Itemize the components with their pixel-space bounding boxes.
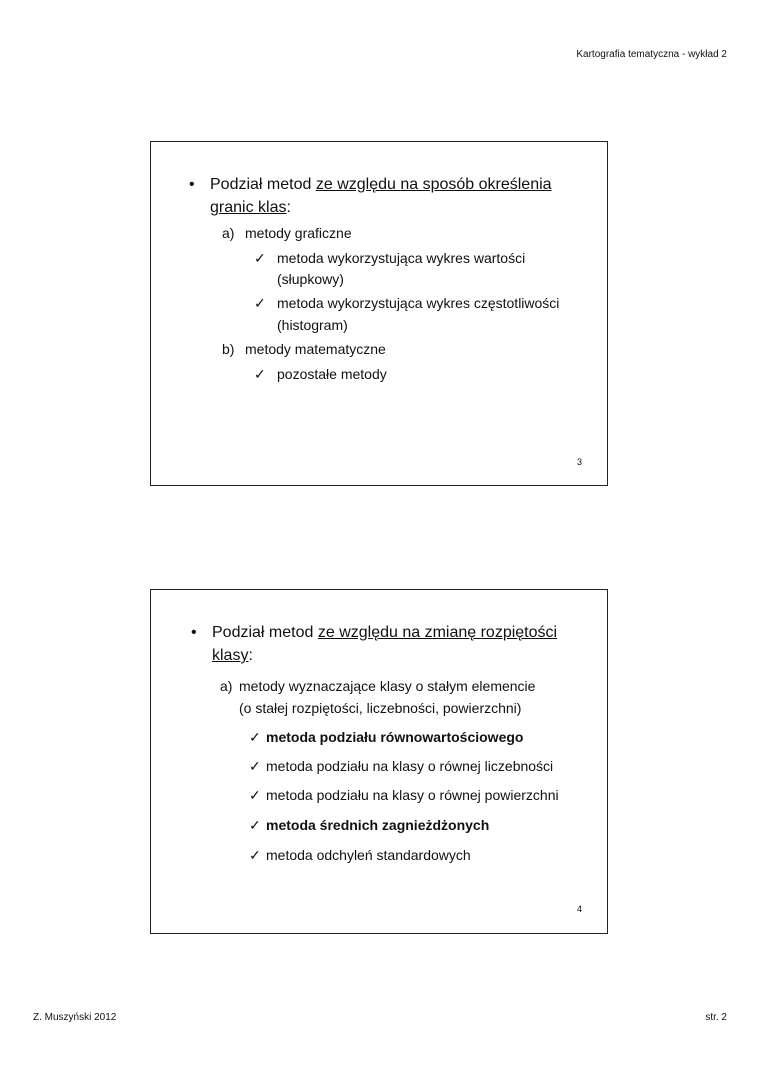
sub-item: metoda podziału na klasy o równej liczebności bbox=[266, 758, 554, 774]
list-marker-b: b) bbox=[222, 341, 235, 357]
title-underlined: ze względu na sposób określenia bbox=[315, 176, 552, 193]
slide-title-line-2 bbox=[210, 199, 291, 217]
slide-number: 3 bbox=[577, 457, 583, 467]
sub-item: metoda odchyleń standardowych bbox=[266, 847, 471, 863]
list-item-b: metody matematyczne bbox=[245, 341, 386, 357]
bullet: • bbox=[189, 176, 195, 193]
title-text: Podział metod bbox=[210, 176, 316, 193]
title-suffix: : bbox=[248, 647, 253, 664]
title-suffix: : bbox=[286, 199, 291, 216]
slide-title-line-2 bbox=[212, 647, 253, 665]
check-icon: ✓ bbox=[254, 250, 266, 266]
list-marker-a: a) bbox=[220, 678, 233, 694]
title-underlined: ze względu na zmianę rozpiętości bbox=[317, 624, 558, 641]
check-icon: ✓ bbox=[249, 758, 261, 774]
sub-item: metoda wykorzystująca wykres wartości bbox=[277, 250, 526, 266]
list-item-a-cont: (o stałej rozpiętości, liczebności, powierzchni) bbox=[239, 700, 522, 716]
slide-number: 4 bbox=[577, 904, 583, 914]
check-icon: ✓ bbox=[249, 847, 261, 863]
title-underlined: granic klas bbox=[210, 199, 287, 216]
sub-item: (histogram) bbox=[277, 317, 348, 333]
title-underlined: klasy bbox=[212, 647, 249, 664]
sub-item: metoda podziału na klasy o równej powierzchni bbox=[266, 787, 559, 803]
check-icon: ✓ bbox=[249, 729, 261, 745]
sub-item: (słupkowy) bbox=[277, 271, 344, 287]
sub-item: metoda średnich zagnieżdżonych bbox=[266, 817, 490, 833]
running-header: Kartografia tematyczna - wykład 2 bbox=[576, 49, 727, 60]
sub-item: metoda wykorzystująca wykres częstotliwości bbox=[277, 295, 560, 311]
list-marker-a: a) bbox=[222, 225, 235, 241]
slide-title-line-1 bbox=[212, 624, 557, 642]
list-item-a: metody graficzne bbox=[245, 225, 352, 241]
footer-author: Z. Muszyński 2012 bbox=[33, 1012, 117, 1023]
title-text: Podział metod bbox=[212, 624, 318, 641]
footer-page: str. 2 bbox=[705, 1012, 727, 1023]
sub-item: pozostałe metody bbox=[277, 366, 387, 382]
check-icon: ✓ bbox=[254, 295, 266, 311]
bullet: • bbox=[191, 624, 197, 641]
list-item-a: metody wyznaczające klasy o stałym elemencie bbox=[239, 678, 536, 694]
slide-title-line-1 bbox=[210, 176, 552, 194]
check-icon: ✓ bbox=[249, 787, 261, 803]
check-icon: ✓ bbox=[249, 817, 261, 833]
sub-item: metoda podziału równowartościowego bbox=[266, 729, 524, 745]
check-icon: ✓ bbox=[254, 366, 266, 382]
